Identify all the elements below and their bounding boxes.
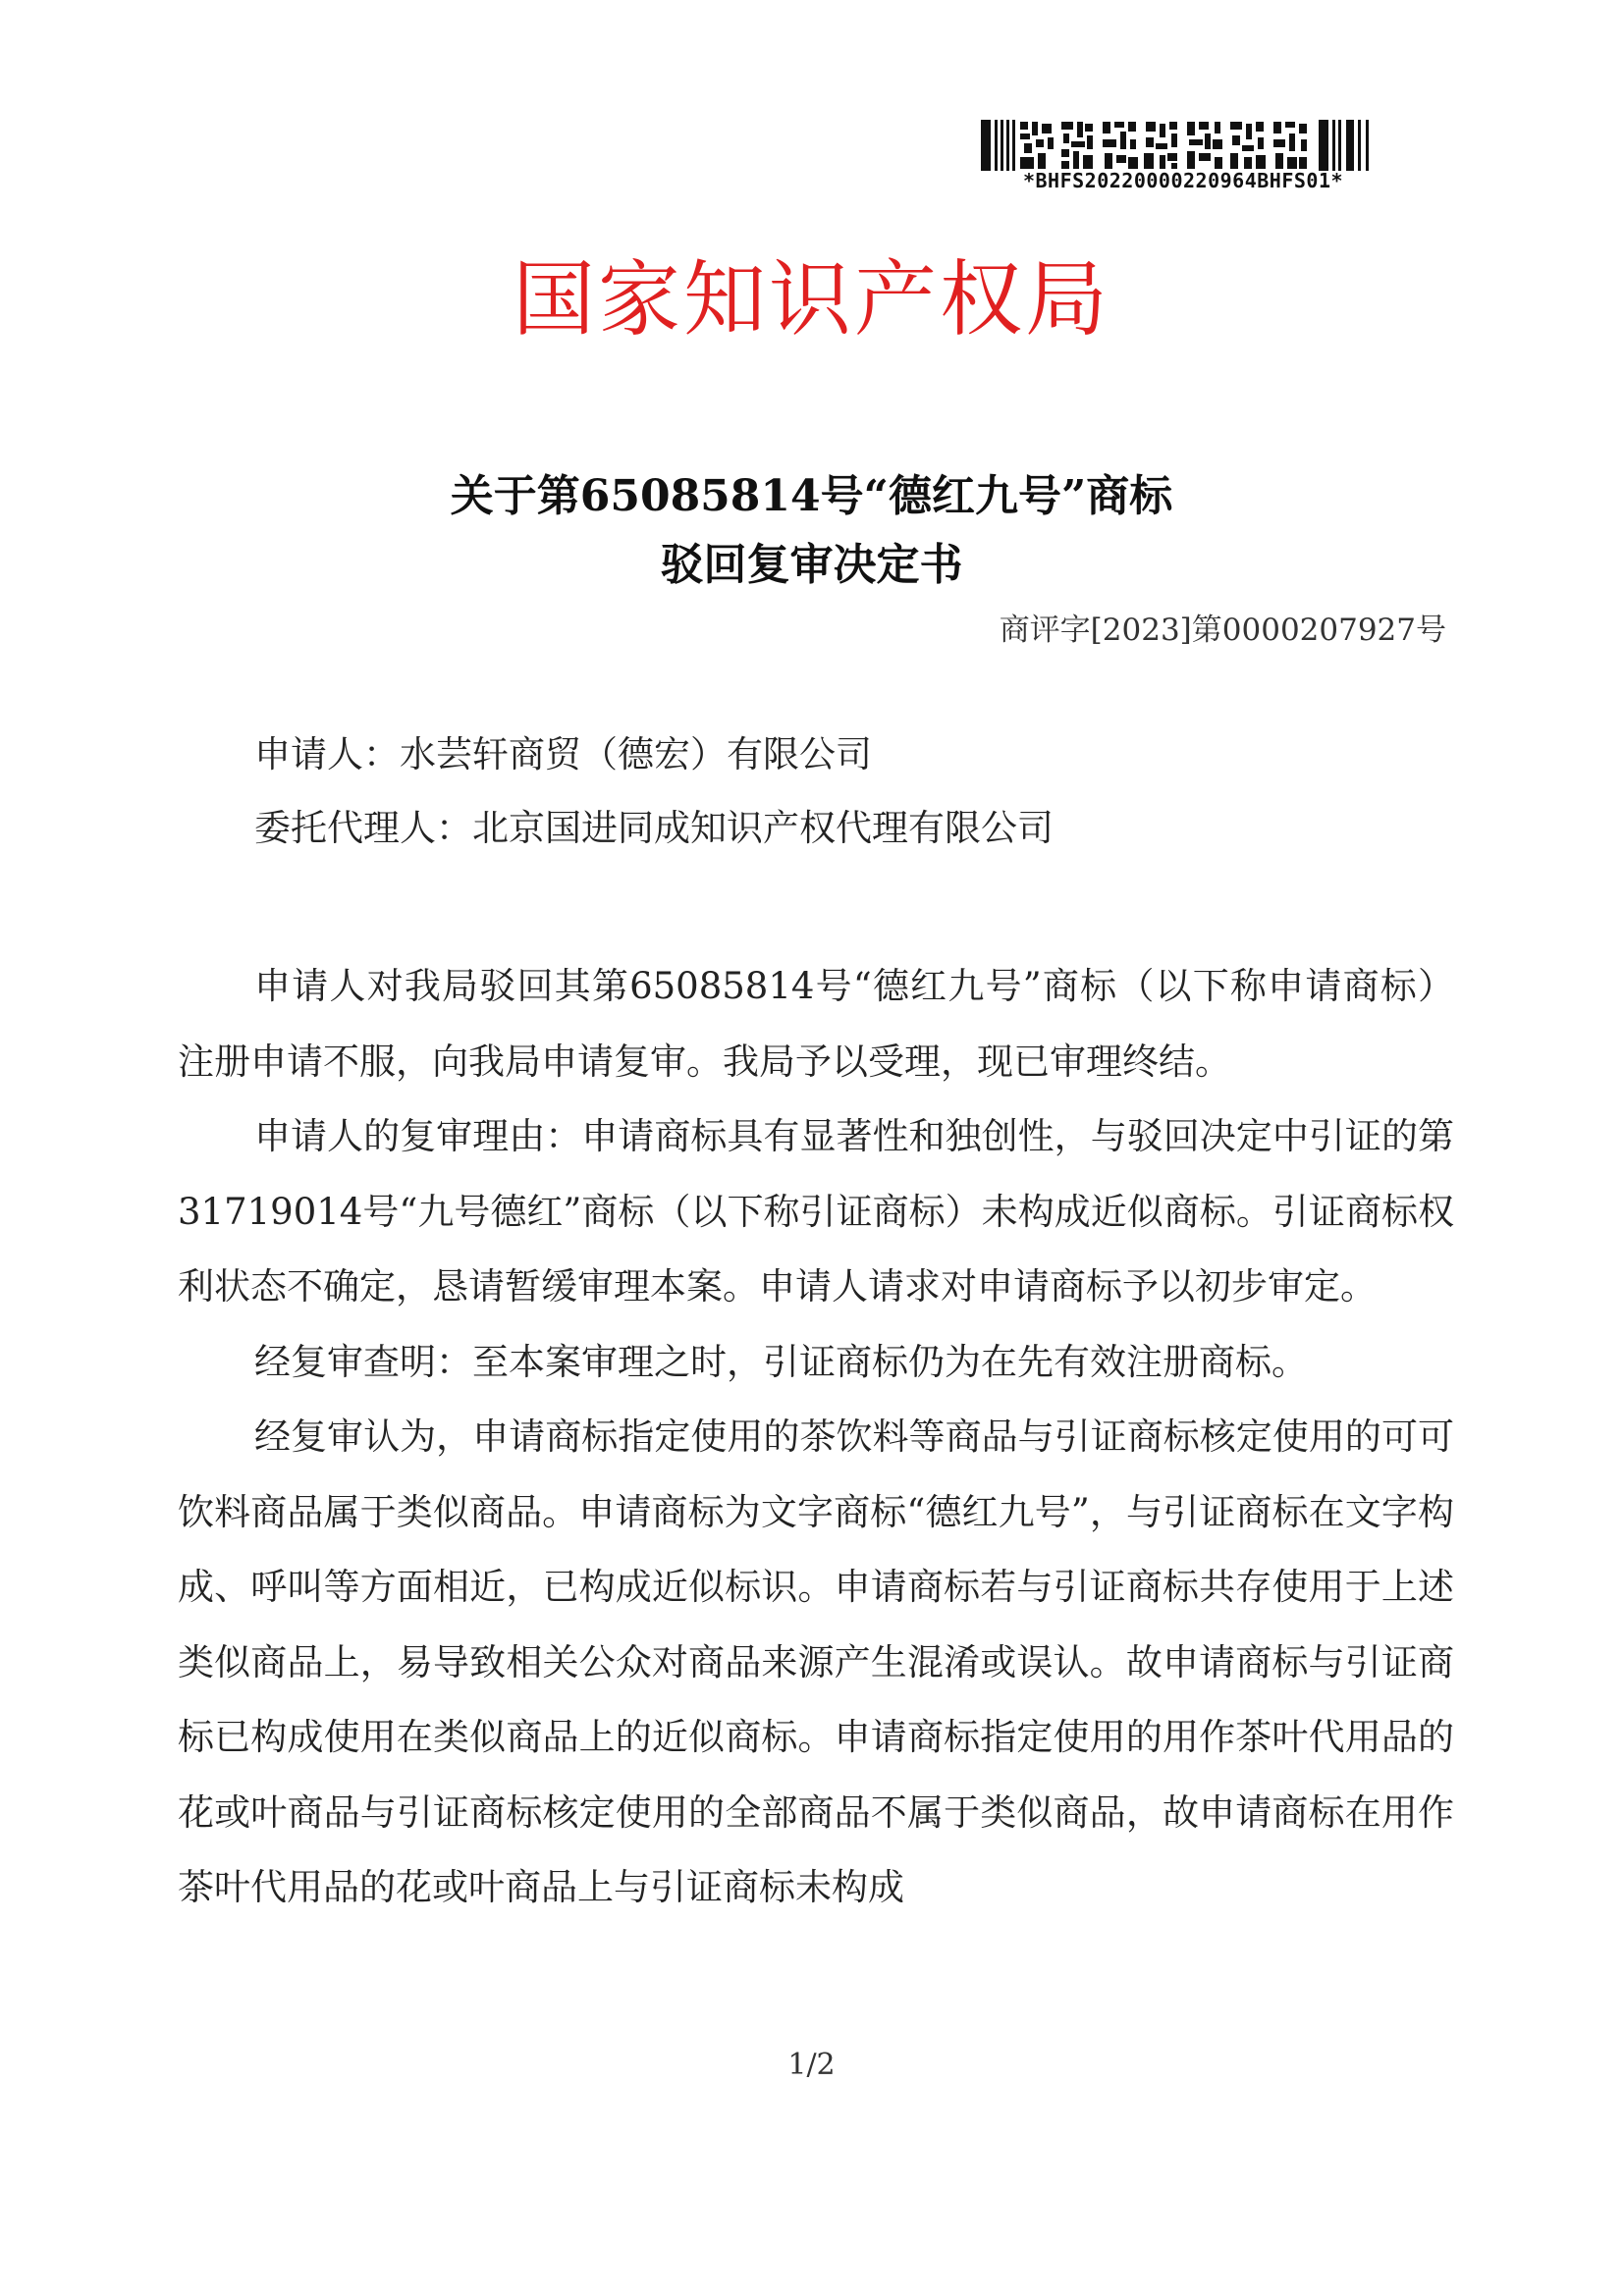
body-paragraph: 经复审认为，申请商标指定使用的茶饮料等商品与引证商标核定使用的可可饮料商品属于类似商品。申请商标为文字商标“德红九号”，与引证商标在文字构成、呼叫等方面相近，已构成近似标识。申请商标若与引证商标共存使用于上述类似商品上，易导致相关公众对商品来源产生混淆或误认。故申请商标与引证商标已构成使用在类似商品上的近似商标。申请商标指定使用的用作茶叶代用品的花或叶商品与引证商标核定使用的全部商品不属于类似商品，故申请商标在用作茶叶代用品的花或叶商品上与引证商标未构成 bbox=[178, 1415, 1454, 1908]
applicant-line: 申请人：水芸轩商贸（德宏）有限公司 bbox=[254, 733, 872, 775]
decision-body bbox=[178, 949, 1454, 1926]
issuing-office-name: 国家知识产权局 bbox=[512, 251, 1110, 347]
body-paragraph: 申请人对我局驳回其第65085814号“德红九号”商标（以下称申请商标）注册申请不服，向我局申请复审。我局予以受理，现已审理终结。 bbox=[178, 965, 1454, 1083]
body-paragraph: 经复审查明：至本案审理之时，引证商标仍为在先有效注册商标。 bbox=[254, 1340, 1308, 1383]
agent-line: 委托代理人：北京国进同成知识产权代理有限公司 bbox=[254, 807, 1054, 849]
document-title-line-2: 驳回复审决定书 bbox=[660, 540, 963, 590]
barcode-text: *BHFS20220000220964BHFS01* bbox=[1022, 169, 1344, 192]
document-title-line-1: 关于第65085814号“德红九号”商标 bbox=[450, 471, 1173, 521]
barcode-image bbox=[981, 120, 1374, 171]
body-paragraph: 申请人的复审理由：申请商标具有显著性和独创性，与驳回决定中引证的第31719014号“九号德红”商标（以下称引证商标）未构成近似商标。引证商标权利状态不确定，恳请暂缓审理本案。申请人请求对申请商标予以初步审定。 bbox=[178, 1115, 1454, 1308]
page-number: 1/2 bbox=[787, 2048, 836, 2082]
document-barcode bbox=[967, 120, 1399, 196]
document-number: 商评字[2023]第0000207927号 bbox=[999, 613, 1446, 648]
